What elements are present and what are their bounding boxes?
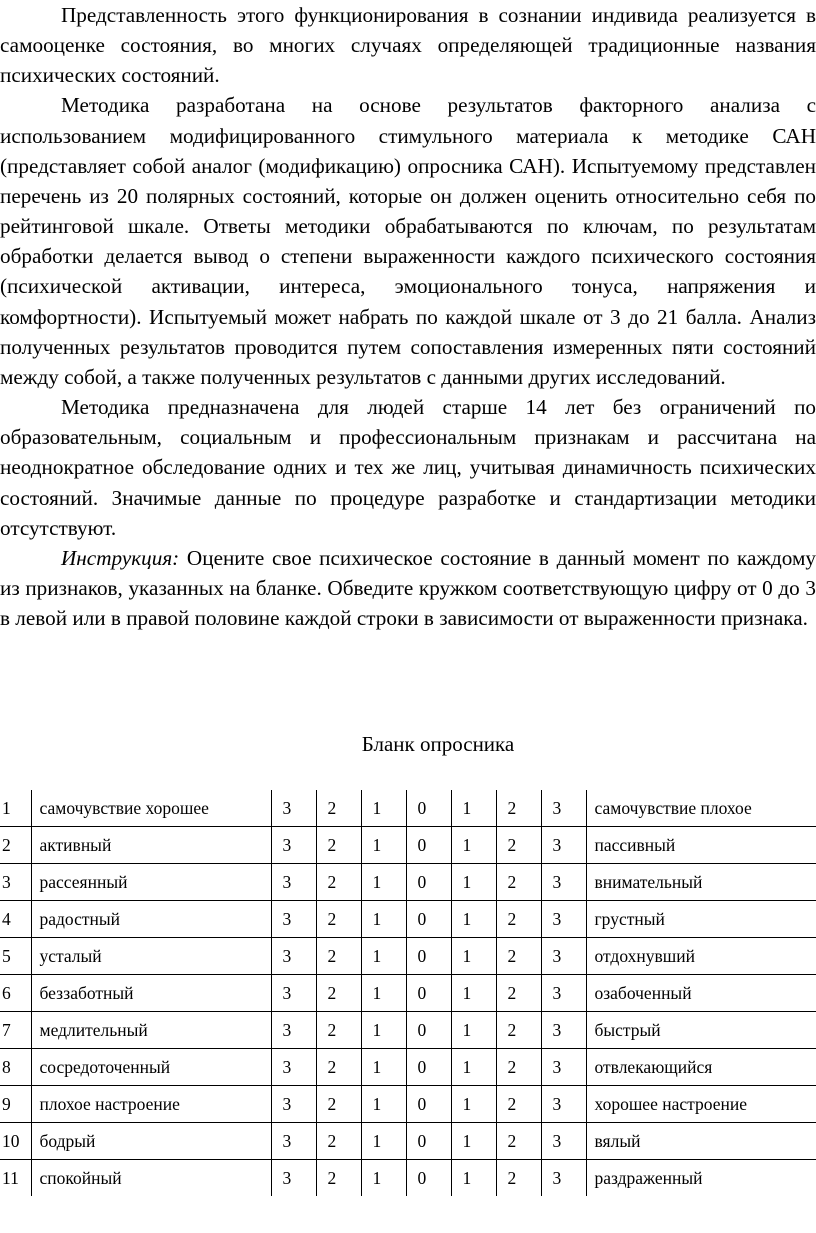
table-row [0,827,816,864]
rating-option[interactable]: 2 [316,1160,361,1197]
rating-option[interactable]: 3 [271,1160,316,1197]
right-pole-label: грустный [586,901,816,938]
row-number: 9 [0,1086,31,1123]
rating-option[interactable]: 1 [451,1049,496,1086]
rating-option[interactable]: 0 [406,938,451,975]
rating-option[interactable]: 1 [451,1086,496,1123]
right-pole-label: отвлекающийся [586,1049,816,1086]
questionnaire-table [0,790,816,1196]
row-number: 3 [0,864,31,901]
rating-option[interactable]: 1 [451,864,496,901]
rating-option[interactable]: 3 [271,1049,316,1086]
rating-option[interactable]: 3 [541,1160,586,1197]
rating-option[interactable]: 2 [316,1086,361,1123]
row-number: 5 [0,938,31,975]
rating-option[interactable]: 0 [406,1123,451,1160]
row-number: 7 [0,1012,31,1049]
left-pole-label: бодрый [31,1123,271,1160]
form-title: Бланк опросника [361,732,515,756]
rating-option[interactable]: 0 [406,975,451,1012]
row-number: 2 [0,827,31,864]
left-pole-label: спокойный [31,1160,271,1197]
left-pole-label: активный [31,827,271,864]
rating-option[interactable]: 3 [271,1123,316,1160]
left-pole-label: рассеянный [31,864,271,901]
rating-option[interactable]: 1 [451,1160,496,1197]
right-pole-label: пассивный [586,827,816,864]
rating-option[interactable]: 1 [361,1012,406,1049]
instruction-text: Оцените свое психическое состояние в данный момент по каждому из признаков, указанных на бланке. Обведите кружком соответствующую цифру от 0 до 3 в левой или в правой половине каждой строки в зависимости от выраженности признака. [0,545,816,631]
rating-option[interactable]: 2 [316,1049,361,1086]
rating-option[interactable]: 3 [271,975,316,1012]
table-row [0,938,816,975]
right-pole-label: быстрый [586,1012,816,1049]
table-row [0,1086,816,1123]
rating-option[interactable]: 3 [541,975,586,1012]
rating-option[interactable]: 1 [451,901,496,938]
rating-option[interactable]: 2 [496,1049,541,1086]
rating-option[interactable]: 0 [406,1012,451,1049]
rating-option[interactable]: 3 [271,1012,316,1049]
rating-option[interactable]: 1 [361,864,406,901]
rating-option[interactable]: 0 [406,901,451,938]
rating-option[interactable]: 2 [496,938,541,975]
rating-option[interactable]: 2 [496,1012,541,1049]
right-pole-label: самочувствие плохое [586,790,816,827]
rating-option[interactable]: 1 [451,1123,496,1160]
right-pole-label: внимательный [586,864,816,901]
right-pole-label: хорошее настроение [586,1086,816,1123]
rating-option[interactable]: 0 [406,1049,451,1086]
row-number: 11 [0,1160,31,1197]
rating-option[interactable]: 3 [271,901,316,938]
rating-option[interactable]: 2 [316,827,361,864]
row-number: 6 [0,975,31,1012]
rating-option[interactable]: 1 [451,790,496,827]
left-pole-label: беззаботный [31,975,271,1012]
rating-option[interactable]: 1 [451,827,496,864]
left-pole-label: медлительный [31,1012,271,1049]
rating-option[interactable]: 2 [496,1086,541,1123]
rating-option[interactable]: 0 [406,790,451,827]
table-row [0,1160,816,1197]
left-pole-label: радостный [31,901,271,938]
rating-option[interactable]: 3 [541,901,586,938]
rating-option[interactable]: 3 [541,790,586,827]
rating-option[interactable]: 1 [361,1123,406,1160]
rating-option[interactable]: 0 [406,1086,451,1123]
right-pole-label: вялый [586,1123,816,1160]
rating-option[interactable]: 2 [496,901,541,938]
rating-option[interactable]: 0 [406,864,451,901]
rating-option[interactable]: 1 [361,827,406,864]
rating-option[interactable]: 1 [451,975,496,1012]
paragraph-2: Методика разработана на основе результатов факторного анализа с использованием модифицированного стимульного материала к методике САН (представляет собой аналог (модификацию) опросника САН). Испытуемому представлен перечень из 20 полярных состояний, которые он должен оценить относительно себя по рейтинговой шкале. Ответы методики обрабатываются по ключам, по результатам обработки делается вывод о степени выраженности каждого психического состояния (психической активации, интереса, эмоционального тонуса, напряжения и комфортности). Испытуемый может набрать по каждой шкале от 3 до 21 балла. Анализ полученных результатов проводится путем сопоставления измеренных пяти состояний между собой, а также полученных результатов с данными других исследований. [0,93,816,389]
rating-option[interactable]: 1 [361,975,406,1012]
rating-option[interactable]: 2 [496,1160,541,1197]
rating-option[interactable]: 2 [496,827,541,864]
paragraph-instruction [0,543,816,633]
rating-option[interactable]: 2 [316,938,361,975]
row-number: 1 [0,790,31,827]
paragraph-3: Методика предназначена для людей старше 14 лет без ограничений по образовательным, социальным и профессиональным признакам и рассчитана на неоднократное обследование одних и тех же лиц, учитывая динамичность психических состояний. Значимые данные по процедуре разработке и стандартизации методики отсутствуют. [0,395,816,540]
table-row [0,1049,816,1086]
rating-option[interactable]: 3 [541,864,586,901]
rating-option[interactable]: 2 [496,1123,541,1160]
rating-option[interactable]: 3 [271,864,316,901]
rating-option[interactable]: 3 [271,827,316,864]
rating-option[interactable]: 3 [541,827,586,864]
right-pole-label: озабоченный [586,975,816,1012]
rating-option[interactable]: 3 [541,1012,586,1049]
rating-option[interactable]: 0 [406,1160,451,1197]
rating-option[interactable]: 1 [361,1086,406,1123]
table-row [0,1012,816,1049]
rating-option[interactable]: 2 [496,790,541,827]
right-pole-label: раздраженный [586,1160,816,1197]
left-pole-label: усталый [31,938,271,975]
paragraph-1: Представленность этого функционирования в сознании индивида реализуется в самооценке состояния, во многих случаях определяющей традиционные названия психических состояний. [0,3,816,88]
rating-option[interactable]: 2 [316,1123,361,1160]
left-pole-label: плохое настроение [31,1086,271,1123]
row-number: 10 [0,1123,31,1160]
table-row [0,790,816,827]
rating-option[interactable]: 3 [271,938,316,975]
row-number: 4 [0,901,31,938]
rating-option[interactable]: 2 [316,790,361,827]
table-row [0,975,816,1012]
instruction-label: Инструкция: [61,545,180,570]
rating-option[interactable]: 3 [541,1049,586,1086]
rating-option[interactable]: 1 [451,938,496,975]
rating-option[interactable]: 0 [406,827,451,864]
rating-option[interactable]: 1 [451,1012,496,1049]
rating-option[interactable]: 2 [496,864,541,901]
rating-option[interactable]: 3 [541,938,586,975]
rating-option[interactable]: 1 [361,1160,406,1197]
rating-option[interactable]: 3 [271,1086,316,1123]
left-pole-label: сосредоточенный [31,1049,271,1086]
table-row [0,901,816,938]
rating-option[interactable]: 3 [541,1123,586,1160]
table-row [0,1123,816,1160]
rating-option[interactable]: 3 [541,1086,586,1123]
rating-option[interactable]: 1 [361,790,406,827]
rating-option[interactable]: 2 [316,1012,361,1049]
row-number: 8 [0,1049,31,1086]
left-pole-label: самочувствие хорошее [31,790,271,827]
rating-option[interactable]: 2 [316,864,361,901]
right-pole-label: отдохнувший [586,938,816,975]
rating-option[interactable]: 2 [316,901,361,938]
rating-option[interactable]: 1 [361,1049,406,1086]
rating-option[interactable]: 3 [271,790,316,827]
rating-option[interactable]: 2 [316,975,361,1012]
rating-option[interactable]: 2 [496,975,541,1012]
table-row [0,864,816,901]
rating-option[interactable]: 1 [361,901,406,938]
rating-option[interactable]: 1 [361,938,406,975]
